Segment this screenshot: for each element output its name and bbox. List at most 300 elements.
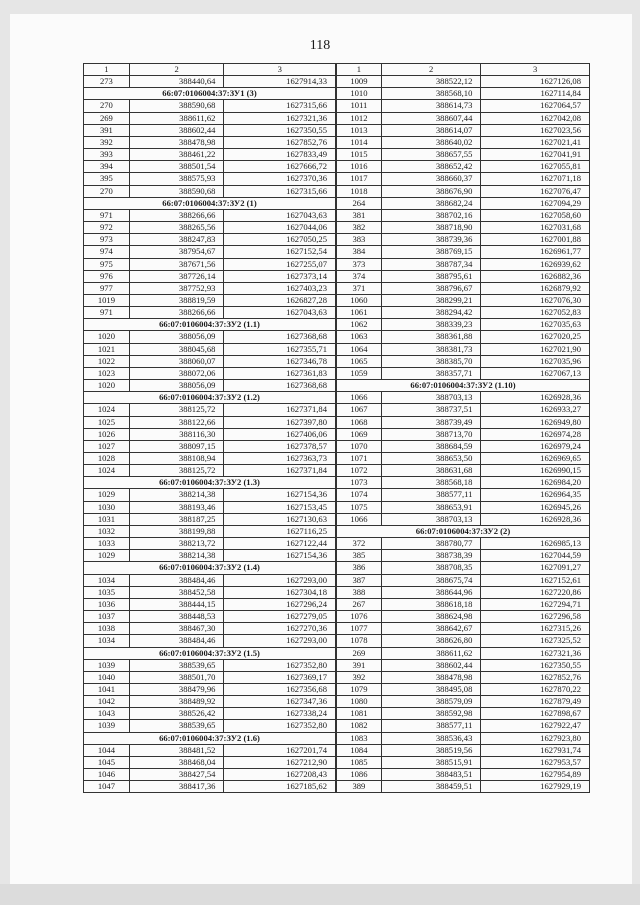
x-coordinate: 388614,07 xyxy=(381,124,481,136)
x-coordinate: 388737,51 xyxy=(381,404,481,416)
x-coordinate: 388125,72 xyxy=(129,404,224,416)
table-row xyxy=(337,586,590,598)
table-row xyxy=(84,112,336,124)
y-coordinate: 1626969,65 xyxy=(481,453,590,465)
y-coordinate: 1626974,28 xyxy=(481,428,590,440)
table-row xyxy=(84,380,336,392)
x-coordinate: 388199,88 xyxy=(129,525,224,537)
point-number: 1061 xyxy=(337,307,382,319)
y-coordinate: 1627208,43 xyxy=(224,769,336,781)
point-number: 1076 xyxy=(337,611,382,623)
point-number: 269 xyxy=(337,647,382,659)
table-row xyxy=(84,343,336,355)
y-coordinate: 1627044,06 xyxy=(224,222,336,234)
table-row xyxy=(84,720,336,732)
table-row xyxy=(84,598,336,610)
x-coordinate: 388708,35 xyxy=(381,562,481,574)
y-coordinate: 1627021,90 xyxy=(481,343,590,355)
x-coordinate: 388108,94 xyxy=(129,453,224,465)
section-heading-row xyxy=(84,562,336,574)
point-number: 1025 xyxy=(84,416,130,428)
x-coordinate: 388056,09 xyxy=(129,331,224,343)
x-coordinate: 388122,66 xyxy=(129,416,224,428)
table-row xyxy=(337,367,590,379)
x-coordinate: 388125,72 xyxy=(129,465,224,477)
table-row xyxy=(337,88,590,100)
table-row xyxy=(84,440,336,452)
x-coordinate: 388448,53 xyxy=(129,611,224,623)
point-number: 386 xyxy=(337,562,382,574)
table-row xyxy=(84,100,336,112)
y-coordinate: 1627044,59 xyxy=(481,550,590,562)
y-coordinate: 1627001,88 xyxy=(481,234,590,246)
x-coordinate: 388703,13 xyxy=(381,392,481,404)
x-coordinate: 388631,68 xyxy=(381,465,481,477)
x-coordinate: 388675,74 xyxy=(381,574,481,586)
point-number: 381 xyxy=(337,209,382,221)
y-coordinate: 1627023,56 xyxy=(481,124,590,136)
y-coordinate: 1627296,24 xyxy=(224,598,336,610)
table-row xyxy=(337,416,590,428)
section-heading-row xyxy=(84,647,336,659)
table-row xyxy=(84,453,336,465)
x-coordinate: 388495,08 xyxy=(381,683,481,695)
y-coordinate: 1626928,36 xyxy=(481,392,590,404)
table-row xyxy=(84,611,336,623)
point-number: 1062 xyxy=(337,319,382,331)
point-number: 374 xyxy=(337,270,382,282)
y-coordinate: 1626945,26 xyxy=(481,501,590,513)
x-coordinate: 388459,51 xyxy=(381,781,481,793)
point-number: 395 xyxy=(84,173,130,185)
x-coordinate: 388611,62 xyxy=(129,112,224,124)
y-coordinate: 1627031,68 xyxy=(481,222,590,234)
point-number: 971 xyxy=(84,307,130,319)
point-number: 1042 xyxy=(84,696,130,708)
y-coordinate: 1627035,96 xyxy=(481,355,590,367)
table-row xyxy=(84,428,336,440)
y-coordinate: 1627352,80 xyxy=(224,659,336,671)
point-number: 975 xyxy=(84,258,130,270)
point-number: 389 xyxy=(337,781,382,793)
x-coordinate: 388614,73 xyxy=(381,100,481,112)
y-coordinate: 1627021,41 xyxy=(481,136,590,148)
x-coordinate: 388602,44 xyxy=(129,124,224,136)
point-number: 371 xyxy=(337,282,382,294)
y-coordinate: 1627350,55 xyxy=(481,659,590,671)
y-coordinate: 1627953,57 xyxy=(481,756,590,768)
y-coordinate: 1627126,08 xyxy=(481,76,590,88)
x-coordinate: 388214,38 xyxy=(129,550,224,562)
x-coordinate: 388577,11 xyxy=(381,489,481,501)
x-coordinate: 388483,51 xyxy=(381,769,481,781)
point-number: 973 xyxy=(84,234,130,246)
point-number: 392 xyxy=(84,136,130,148)
table-row xyxy=(337,209,590,221)
y-coordinate: 1627185,62 xyxy=(224,781,336,793)
x-coordinate: 388780,77 xyxy=(381,538,481,550)
x-coordinate: 388676,90 xyxy=(381,185,481,197)
x-coordinate: 388484,46 xyxy=(129,574,224,586)
table-row xyxy=(337,744,590,756)
x-coordinate: 387954,67 xyxy=(129,246,224,258)
y-coordinate: 1627338,24 xyxy=(224,708,336,720)
x-coordinate: 388468,04 xyxy=(129,756,224,768)
x-coordinate: 388427,54 xyxy=(129,769,224,781)
table-row xyxy=(84,513,336,525)
x-coordinate: 388602,44 xyxy=(381,659,481,671)
point-number: 1067 xyxy=(337,404,382,416)
point-number: 1078 xyxy=(337,635,382,647)
table-row xyxy=(337,683,590,695)
y-coordinate: 1627371,84 xyxy=(224,465,336,477)
y-coordinate: 1627954,89 xyxy=(481,769,590,781)
y-coordinate: 1627154,36 xyxy=(224,550,336,562)
table-row xyxy=(84,294,336,306)
y-coordinate: 1627293,00 xyxy=(224,635,336,647)
x-coordinate: 388590,68 xyxy=(129,100,224,112)
x-coordinate: 388116,30 xyxy=(129,428,224,440)
table-row xyxy=(84,538,336,550)
page-number: 118 xyxy=(309,38,331,53)
table-row xyxy=(337,100,590,112)
x-coordinate: 388684,59 xyxy=(381,440,481,452)
section-heading: 66:07:0106004:37:ЗУ2 (1.10) xyxy=(337,380,590,392)
point-number: 273 xyxy=(84,76,130,88)
table-row xyxy=(337,222,590,234)
y-coordinate: 1626964,35 xyxy=(481,489,590,501)
x-coordinate: 388515,91 xyxy=(381,756,481,768)
y-coordinate: 1627279,05 xyxy=(224,611,336,623)
table-row xyxy=(337,282,590,294)
point-number: 387 xyxy=(337,574,382,586)
x-coordinate: 388266,66 xyxy=(129,307,224,319)
point-number: 1063 xyxy=(337,331,382,343)
x-coordinate: 388795,61 xyxy=(381,270,481,282)
table-row xyxy=(337,769,590,781)
table-row xyxy=(84,781,336,793)
point-number: 384 xyxy=(337,246,382,258)
x-coordinate: 388738,39 xyxy=(381,550,481,562)
x-coordinate: 388607,44 xyxy=(381,112,481,124)
y-coordinate: 1627371,84 xyxy=(224,404,336,416)
point-number: 1012 xyxy=(337,112,382,124)
table-row xyxy=(84,222,336,234)
table-row xyxy=(337,708,590,720)
y-coordinate: 1626928,36 xyxy=(481,513,590,525)
table-row xyxy=(84,635,336,647)
y-coordinate: 1627154,36 xyxy=(224,489,336,501)
y-coordinate: 1627315,66 xyxy=(224,185,336,197)
point-number: 1014 xyxy=(337,136,382,148)
x-coordinate: 388440,64 xyxy=(129,76,224,88)
y-coordinate: 1626939,62 xyxy=(481,258,590,270)
y-coordinate: 1627071,18 xyxy=(481,173,590,185)
y-coordinate: 1627898,67 xyxy=(481,708,590,720)
y-coordinate: 1627153,45 xyxy=(224,501,336,513)
y-coordinate: 1627035,63 xyxy=(481,319,590,331)
table-row xyxy=(337,477,590,489)
x-coordinate: 388266,66 xyxy=(129,209,224,221)
table-row xyxy=(337,197,590,209)
x-coordinate: 388819,59 xyxy=(129,294,224,306)
y-coordinate: 1627378,57 xyxy=(224,440,336,452)
x-coordinate: 388526,42 xyxy=(129,708,224,720)
table-row xyxy=(84,465,336,477)
column-header: 2 xyxy=(381,64,481,76)
point-number: 388 xyxy=(337,586,382,598)
column-header: 2 xyxy=(129,64,224,76)
point-number: 1079 xyxy=(337,683,382,695)
table-row xyxy=(84,586,336,598)
table-row xyxy=(84,124,336,136)
y-coordinate: 1627116,25 xyxy=(224,525,336,537)
table-row xyxy=(84,404,336,416)
table-row xyxy=(84,489,336,501)
x-coordinate: 388452,58 xyxy=(129,586,224,598)
point-number: 385 xyxy=(337,550,382,562)
point-number: 1045 xyxy=(84,756,130,768)
point-number: 1023 xyxy=(84,367,130,379)
x-coordinate: 388718,90 xyxy=(381,222,481,234)
y-coordinate: 1627220,86 xyxy=(481,586,590,598)
point-number: 1030 xyxy=(84,501,130,513)
table-row xyxy=(337,428,590,440)
point-number: 1064 xyxy=(337,343,382,355)
x-coordinate: 388519,56 xyxy=(381,744,481,756)
x-coordinate: 388522,12 xyxy=(381,76,481,88)
y-coordinate: 1626827,28 xyxy=(224,294,336,306)
y-coordinate: 1626984,20 xyxy=(481,477,590,489)
x-coordinate: 388568,10 xyxy=(381,88,481,100)
x-coordinate: 388713,70 xyxy=(381,428,481,440)
y-coordinate: 1627931,74 xyxy=(481,744,590,756)
column-header: 3 xyxy=(481,64,590,76)
table-row xyxy=(337,623,590,635)
table-row xyxy=(337,319,590,331)
x-coordinate: 388644,96 xyxy=(381,586,481,598)
y-coordinate: 1626882,36 xyxy=(481,270,590,282)
x-coordinate: 388536,43 xyxy=(381,732,481,744)
y-coordinate: 1627914,33 xyxy=(224,76,336,88)
x-coordinate: 388657,55 xyxy=(381,149,481,161)
point-number: 1010 xyxy=(337,88,382,100)
x-coordinate: 388467,30 xyxy=(129,623,224,635)
y-coordinate: 1627042,08 xyxy=(481,112,590,124)
table-row xyxy=(84,416,336,428)
x-coordinate: 388357,71 xyxy=(381,367,481,379)
x-coordinate: 388653,91 xyxy=(381,501,481,513)
point-number: 383 xyxy=(337,234,382,246)
x-coordinate: 388787,34 xyxy=(381,258,481,270)
y-coordinate: 1627368,68 xyxy=(224,331,336,343)
point-number: 1044 xyxy=(84,744,130,756)
table-row xyxy=(337,513,590,525)
y-coordinate: 1627356,68 xyxy=(224,683,336,695)
y-coordinate: 1627321,36 xyxy=(481,647,590,659)
x-coordinate: 388653,50 xyxy=(381,453,481,465)
table-row xyxy=(84,550,336,562)
table-row xyxy=(337,671,590,683)
x-coordinate: 387726,14 xyxy=(129,270,224,282)
point-number: 1066 xyxy=(337,392,382,404)
table-row xyxy=(337,112,590,124)
point-number: 1083 xyxy=(337,732,382,744)
point-number: 1036 xyxy=(84,598,130,610)
table-row xyxy=(337,550,590,562)
table-row xyxy=(337,355,590,367)
table-row xyxy=(84,258,336,270)
x-coordinate: 388214,38 xyxy=(129,489,224,501)
x-coordinate: 388265,56 xyxy=(129,222,224,234)
y-coordinate: 1627315,26 xyxy=(481,623,590,635)
y-coordinate: 1627315,66 xyxy=(224,100,336,112)
y-coordinate: 1627020,25 xyxy=(481,331,590,343)
y-coordinate: 1627130,63 xyxy=(224,513,336,525)
point-number: 1029 xyxy=(84,489,130,501)
y-coordinate: 1626949,80 xyxy=(481,416,590,428)
point-number: 977 xyxy=(84,282,130,294)
y-coordinate: 1627067,13 xyxy=(481,367,590,379)
point-number: 392 xyxy=(337,671,382,683)
point-number: 1016 xyxy=(337,161,382,173)
table-row xyxy=(337,659,590,671)
section-heading-row xyxy=(84,197,336,209)
y-coordinate: 1627363,73 xyxy=(224,453,336,465)
x-coordinate: 388624,98 xyxy=(381,611,481,623)
x-coordinate: 388213,72 xyxy=(129,538,224,550)
point-number: 1059 xyxy=(337,367,382,379)
point-number: 1009 xyxy=(337,76,382,88)
point-number: 1026 xyxy=(84,428,130,440)
x-coordinate: 388381,73 xyxy=(381,343,481,355)
table-row xyxy=(337,732,590,744)
point-number: 1015 xyxy=(337,149,382,161)
x-coordinate: 388478,98 xyxy=(129,136,224,148)
y-coordinate: 1627929,19 xyxy=(481,781,590,793)
point-number: 269 xyxy=(84,112,130,124)
x-coordinate: 388640,02 xyxy=(381,136,481,148)
table-row xyxy=(337,465,590,477)
table-row xyxy=(337,756,590,768)
y-coordinate: 1627076,47 xyxy=(481,185,590,197)
table-row xyxy=(84,683,336,695)
table-row xyxy=(84,623,336,635)
point-number: 1039 xyxy=(84,720,130,732)
point-number: 1034 xyxy=(84,635,130,647)
point-number: 1038 xyxy=(84,623,130,635)
section-heading: 66:07:0106004:37:ЗУ2 (1.6) xyxy=(84,732,336,744)
x-coordinate: 388626,80 xyxy=(381,635,481,647)
y-coordinate: 1627114,84 xyxy=(481,88,590,100)
y-coordinate: 1627041,91 xyxy=(481,149,590,161)
x-coordinate: 388568,18 xyxy=(381,477,481,489)
section-heading: 66:07:0106004:37:ЗУ2 (1.5) xyxy=(84,647,336,659)
y-coordinate: 1627294,71 xyxy=(481,598,590,610)
table-row xyxy=(84,185,336,197)
table-row xyxy=(337,574,590,586)
table-row xyxy=(337,173,590,185)
section-heading-row xyxy=(337,525,590,537)
x-coordinate: 388702,16 xyxy=(381,209,481,221)
table-row xyxy=(84,355,336,367)
x-coordinate: 388193,46 xyxy=(129,501,224,513)
point-number: 267 xyxy=(337,598,382,610)
point-number: 264 xyxy=(337,197,382,209)
x-coordinate: 387671,56 xyxy=(129,258,224,270)
y-coordinate: 1627076,30 xyxy=(481,294,590,306)
point-number: 1072 xyxy=(337,465,382,477)
section-heading: 66:07:0106004:37:ЗУ2 (1) xyxy=(84,197,336,209)
table-row xyxy=(337,440,590,452)
point-number: 1029 xyxy=(84,550,130,562)
x-coordinate: 388501,54 xyxy=(129,161,224,173)
section-heading-row xyxy=(337,380,590,392)
point-number: 391 xyxy=(84,124,130,136)
point-number: 1086 xyxy=(337,769,382,781)
table-row xyxy=(84,744,336,756)
y-coordinate: 1627355,71 xyxy=(224,343,336,355)
table-row xyxy=(337,501,590,513)
table-row xyxy=(84,270,336,282)
x-coordinate: 388796,67 xyxy=(381,282,481,294)
table-row xyxy=(337,270,590,282)
point-number: 1077 xyxy=(337,623,382,635)
point-number: 391 xyxy=(337,659,382,671)
point-number: 393 xyxy=(84,149,130,161)
x-coordinate: 388539,65 xyxy=(129,659,224,671)
point-number: 1074 xyxy=(337,489,382,501)
y-coordinate: 1627091,27 xyxy=(481,562,590,574)
x-coordinate: 388652,42 xyxy=(381,161,481,173)
x-coordinate: 388444,15 xyxy=(129,598,224,610)
point-number: 1011 xyxy=(337,100,382,112)
y-coordinate: 1626961,77 xyxy=(481,246,590,258)
y-coordinate: 1627296,58 xyxy=(481,611,590,623)
point-number: 1037 xyxy=(84,611,130,623)
x-coordinate: 388618,18 xyxy=(381,598,481,610)
point-number: 1068 xyxy=(337,416,382,428)
section-heading: 66:07:0106004:37:ЗУ2 (1.1) xyxy=(84,319,336,331)
column-header: 1 xyxy=(84,64,130,76)
section-heading-row xyxy=(84,732,336,744)
y-coordinate: 1627321,36 xyxy=(224,112,336,124)
x-coordinate: 388575,93 xyxy=(129,173,224,185)
point-number: 1020 xyxy=(84,331,130,343)
table-row xyxy=(337,161,590,173)
point-number: 1073 xyxy=(337,477,382,489)
y-coordinate: 1627368,68 xyxy=(224,380,336,392)
point-number: 1065 xyxy=(337,355,382,367)
x-coordinate: 388660,37 xyxy=(381,173,481,185)
y-coordinate: 1627052,83 xyxy=(481,307,590,319)
section-heading: 66:07:0106004:37:ЗУ1 (3) xyxy=(84,88,336,100)
table-row xyxy=(337,404,590,416)
point-number: 1032 xyxy=(84,525,130,537)
point-number: 1071 xyxy=(337,453,382,465)
table-row xyxy=(337,258,590,270)
point-number: 382 xyxy=(337,222,382,234)
y-coordinate: 1627879,49 xyxy=(481,696,590,708)
y-coordinate: 1627350,55 xyxy=(224,124,336,136)
x-coordinate: 387752,93 xyxy=(129,282,224,294)
point-number: 971 xyxy=(84,209,130,221)
table-header-row xyxy=(84,64,336,76)
table-row xyxy=(337,234,590,246)
y-coordinate: 1627403,23 xyxy=(224,282,336,294)
y-coordinate: 1627043,63 xyxy=(224,307,336,319)
column-header: 3 xyxy=(224,64,336,76)
